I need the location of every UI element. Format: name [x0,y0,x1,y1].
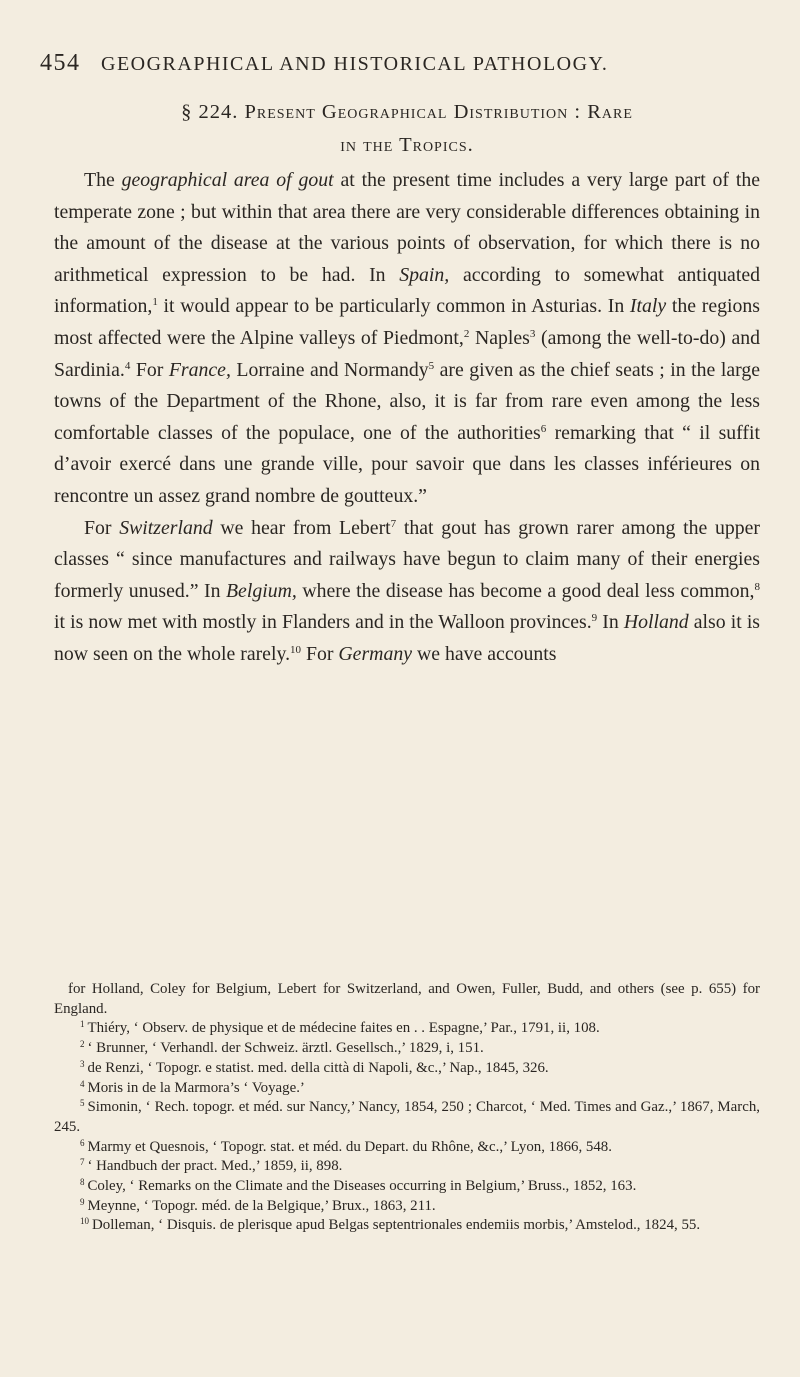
text-run: For [301,642,339,665]
footnote-number: 6 [80,1137,85,1148]
text-run: it would appear to be particularly common in Asturias. In [157,295,630,318]
footnote-text: Marmy et Quesnois, ‘ Topogr. stat. et méd. du Depart. du Rhône, &c.,’ Lyon, 1866, 548. [87,1138,612,1155]
paragraph-switzerland-belgium [54,513,760,671]
text-run: at the present time includes a very large part of the temperate zone ; but within that area there are very considerable differences obtaining in the amount of the disease at the various points of observation, for which there is no arithmetical expression to be had. In [54,169,761,286]
page-number: 454 [40,50,81,76]
footnote-10 [54,1216,760,1236]
footnote-marker: 8 [754,580,760,593]
footnote-marker: 9 [591,612,598,625]
footnote-text: ‘ Brunner, ‘ Verhandl. der Schweiz. ärztl. Gesellsch.,’ 1829, i, 151. [87,1040,484,1057]
italic-term: Switzerland [119,516,213,539]
footnote-number: 10 [80,1216,89,1227]
footnote-4 [54,1079,760,1099]
footnote-text: ‘ Handbuch der pract. Med.,’ 1859, ii, 898. [87,1158,343,1175]
footnote-marker: 10 [290,643,302,656]
text-run: it is now met with mostly in Flanders and in the Walloon provinces. [54,611,592,634]
footnote-number: 2 [80,1039,85,1050]
text-run: we hear from Lebert [212,516,391,539]
italic-term: Spain, [399,263,450,286]
footnote-1 [54,1019,760,1039]
footnote-5 [54,1098,760,1137]
footnote-text: Meynne, ‘ Topogr. méd. de la Belgique,’ Brux., 1863, 211. [87,1197,436,1214]
section-title-line1: Present Geographical Distribution : Rare [244,101,633,123]
text-run: remarking that “ il suffit d’avoir exercé dans une grande ville, pour savoir que dans les classes inférieures on rencontre un assez grand nombre de goutteux.” [54,421,760,507]
footnote-marker: 1 [152,296,158,309]
section-heading [54,96,760,162]
footnote-text: Thiéry, ‘ Observ. de physique et de médecine faites en . . Espagne,’ Par., 1791, ii, 108. [87,1020,600,1037]
italic-term: France, [168,358,231,381]
footnote-marker: 3 [529,327,536,340]
footnote-marker: 4 [124,359,131,372]
footnote-marker: 2 [463,327,470,340]
text-run: according to somewhat antiquated information, [54,263,760,318]
footnote-text: Coley, ‘ Remarks on the Climate and the Diseases occurring in Belgium,’ Bruss., 1852, 163. [87,1178,637,1195]
footnote-number: 9 [80,1196,85,1207]
footnote-number: 4 [80,1078,85,1089]
footnote-7 [54,1157,760,1177]
text-run: that gout has grown rarer among the upper classes “ since manufactures and railways have begun to claim many of their energies formerly unused.” In [54,516,761,602]
footnote-number: 5 [80,1098,85,1109]
text-run: are given as the chief seats ; in the large towns of the Department of the Rhone, also, it is far from rare even among the less comfortable classes of the populace, one of the authorities [54,358,761,444]
footnote-number: 7 [80,1157,85,1168]
text-run: the regions most affected were the Alpine valleys of Piedmont, [54,295,760,349]
body-text [54,165,760,671]
running-head [40,50,760,77]
footnote-text: de Renzi, ‘ Topogr. e statist. med. della città di Napoli, &c.,’ Nap., 1845, 326. [87,1059,549,1076]
footnote-continuation: for Holland, Coley for Belgium, Lebert for Switzerland, and Owen, Fuller, Budd, and others (see p. 655) for England. [54,981,760,1017]
footnote-2 [54,1039,760,1059]
footnotes [54,980,760,1236]
italic-term: geographical area of gout [121,169,334,191]
italic-term: Germany [338,642,413,665]
text-run: we have accounts [412,642,557,665]
footnote-marker: 6 [540,422,547,435]
footnote-number: 1 [80,1019,85,1030]
footnote-8 [54,1177,760,1197]
section-number: § 224. [181,101,239,123]
footnote-marker: 7 [390,517,397,530]
footnote-marker: 5 [428,359,435,372]
footnote-9 [54,1197,760,1217]
italic-term: Italy [629,295,667,318]
text-run: Naples [469,326,530,349]
text-run: (among the well-to-do) and Sardinia. [54,326,761,381]
italic-term: Holland [623,611,689,634]
text-run: also it is now seen on the whole rarely. [54,611,761,665]
text-run: For [130,358,169,381]
footnote-text: Moris in de la Marmora’s ‘ Voyage.’ [87,1079,305,1096]
running-title: GEOGRAPHICAL AND HISTORICAL PATHOLOGY. [101,53,609,75]
text-run: The [84,169,122,191]
text-run: Lorraine and Normandy [230,358,429,381]
paragraph-geographical-area [54,165,760,513]
footnote-text: Simonin, ‘ Rech. topogr. et méd. sur Nancy,’ Nancy, 1854, 250 ; Charcot, ‘ Med. Times and Gaz.,’ 1867, March, 245. [54,1099,760,1135]
footnote-number: 3 [80,1058,85,1069]
text-run: In [597,611,624,634]
text-run: For [84,516,120,539]
footnote-3 [54,1059,760,1079]
footnote-6 [54,1138,760,1158]
footnote-number: 8 [80,1177,85,1188]
italic-term: Belgium, [225,579,297,602]
text-run: where the disease has become a good deal less common, [296,579,755,602]
section-title-line2: in the Tropics. [340,134,474,156]
footnote-text: Dolleman, ‘ Disquis. de plerisque apud Belgas septentrionales endemiis morbis,’ Amstelod., 1824, 55. [92,1217,701,1234]
footnote-list [54,1019,760,1236]
